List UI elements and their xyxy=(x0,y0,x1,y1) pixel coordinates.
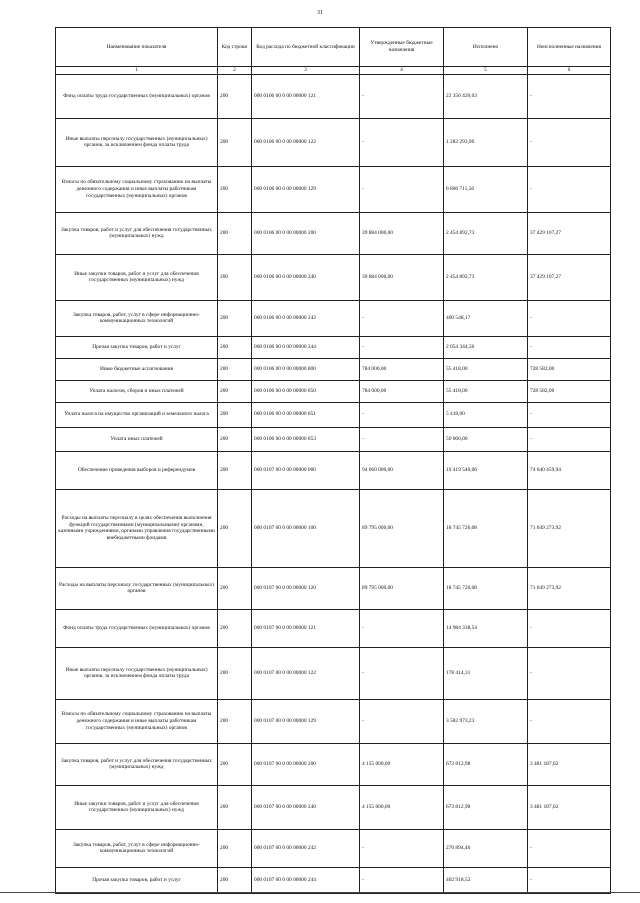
row-approved-cell: 39 884 000,00 xyxy=(360,254,444,300)
row-name-cell: Обеспечение проведения выборов и референдумов xyxy=(56,451,218,489)
row-kbk-cell: 000 0107 00 0 00 00000 122 xyxy=(252,647,360,699)
row-name-cell: Расходы на выплаты персоналу в целях обеспечения выполнения функций государственными (муниципальными) органами, казенными учреждениями, органами управления государственными внебюджетными фондами xyxy=(56,489,218,567)
table-row xyxy=(56,647,611,699)
row-code-cell: 200 xyxy=(218,427,252,451)
table-row xyxy=(56,451,611,489)
column-number: 6 xyxy=(528,67,611,75)
row-approved-cell: 4 155 000,00 xyxy=(360,743,444,785)
row-name-cell: Иные выплаты персоналу государственных (муниципальных) органов, за исключением фонда оплаты труда xyxy=(56,118,218,166)
row-executed-cell: 55 418,00 xyxy=(444,358,528,380)
row-code-cell: 200 xyxy=(218,699,252,743)
row-name-cell: Прочая закупка товаров, работ и услуг xyxy=(56,867,218,893)
row-executed-cell: 3 582 973,23 xyxy=(444,699,528,743)
row-unexecuted-cell: 37 429 107,27 xyxy=(528,212,611,254)
row-code-cell: 200 xyxy=(218,300,252,336)
row-name-cell: Взносы по обязательному социальному страхованию на выплаты денежного содержания и иные выплаты работникам государственных (муниципальных) органов xyxy=(56,166,218,212)
row-approved-cell: - xyxy=(360,336,444,358)
row-approved-cell: 89 795 000,00 xyxy=(360,567,444,609)
row-approved-cell: - xyxy=(360,867,444,893)
table-row xyxy=(56,118,611,166)
row-approved-cell: 94 060 000,00 xyxy=(360,451,444,489)
row-name-cell: Иные выплаты персоналу государственных (муниципальных) органов, за исключением фонда оплаты труда xyxy=(56,647,218,699)
table-row xyxy=(56,427,611,451)
row-kbk-cell: 000 0106 00 0 00 00000 242 xyxy=(252,300,360,336)
row-approved-cell: - xyxy=(360,166,444,212)
header-name: Наименование показателя xyxy=(56,28,218,67)
row-kbk-cell: 000 0106 00 0 00 00000 800 xyxy=(252,358,360,380)
column-number: 5 xyxy=(444,67,528,75)
table-row xyxy=(56,380,611,402)
row-executed-cell: 14 984 338,54 xyxy=(444,609,528,647)
budget-execution-table xyxy=(55,27,611,894)
row-executed-cell: 2 454 892,73 xyxy=(444,212,528,254)
table-row xyxy=(56,567,611,609)
column-number-row xyxy=(56,67,611,75)
row-approved-cell: - xyxy=(360,427,444,451)
row-unexecuted-cell: - xyxy=(528,166,611,212)
row-kbk-cell: 000 0106 00 0 00 00000 121 xyxy=(252,74,360,118)
row-kbk-cell: 000 0106 00 0 00 00000 240 xyxy=(252,254,360,300)
row-code-cell: 200 xyxy=(218,829,252,867)
header-code-row: Код строки xyxy=(218,28,252,67)
row-name-cell: Иные бюджетные ассигнования xyxy=(56,358,218,380)
table-row xyxy=(56,609,611,647)
row-executed-cell: 2 454 892,73 xyxy=(444,254,528,300)
column-number: 4 xyxy=(360,67,444,75)
row-kbk-cell: 000 0107 00 0 00 00000 120 xyxy=(252,567,360,609)
row-name-cell: Расходы на выплаты персоналу государственных (муниципальных) органов xyxy=(56,567,218,609)
table-row xyxy=(56,785,611,829)
row-executed-cell: 402 918,52 xyxy=(444,867,528,893)
row-approved-cell: - xyxy=(360,829,444,867)
row-code-cell: 200 xyxy=(218,336,252,358)
row-approved-cell: 39 884 000,00 xyxy=(360,212,444,254)
row-name-cell: Иные закупки товаров, работ и услуг для обеспечения государственных (муниципальных) нужд xyxy=(56,785,218,829)
row-unexecuted-cell: 37 429 107,27 xyxy=(528,254,611,300)
row-name-cell: Фонд оплаты труда государственных (муниципальных) органов xyxy=(56,609,218,647)
row-approved-cell: - xyxy=(360,699,444,743)
row-kbk-cell: 000 0107 00 0 00 00000 000 xyxy=(252,451,360,489)
row-code-cell: 200 xyxy=(218,254,252,300)
table-row xyxy=(56,74,611,118)
row-name-cell: Закупка товаров, работ, услуг в сфере информационно-коммуникационных технологий xyxy=(56,300,218,336)
row-code-cell: 200 xyxy=(218,166,252,212)
row-kbk-cell: 000 0107 00 0 00 00000 240 xyxy=(252,785,360,829)
row-kbk-cell: 000 0106 00 0 00 00000 200 xyxy=(252,212,360,254)
row-kbk-cell: 000 0107 00 0 00 00000 244 xyxy=(252,867,360,893)
row-executed-cell: 19 419 540,06 xyxy=(444,451,528,489)
row-kbk-cell: 000 0107 00 0 00 00000 200 xyxy=(252,743,360,785)
row-code-cell: 200 xyxy=(218,118,252,166)
page-bottom-divider xyxy=(0,892,640,893)
row-code-cell: 200 xyxy=(218,785,252,829)
row-name-cell: Уплата налога на имущество организаций и земельного налога xyxy=(56,402,218,427)
row-code-cell: 200 xyxy=(218,867,252,893)
column-number: 3 xyxy=(252,67,360,75)
table-row xyxy=(56,212,611,254)
row-unexecuted-cell: - xyxy=(528,699,611,743)
page-number: 31 xyxy=(317,10,323,16)
row-kbk-cell: 000 0107 00 0 00 00000 100 xyxy=(252,489,360,567)
row-kbk-cell: 000 0106 00 0 00 00000 853 xyxy=(252,427,360,451)
row-approved-cell: - xyxy=(360,74,444,118)
table-header-row xyxy=(56,28,611,67)
row-approved-cell: 89 795 000,00 xyxy=(360,489,444,567)
row-kbk-cell: 000 0106 00 0 00 00000 244 xyxy=(252,336,360,358)
row-unexecuted-cell: - xyxy=(528,336,611,358)
row-approved-cell: 784 000,00 xyxy=(360,380,444,402)
row-executed-cell: 22 356 420,03 xyxy=(444,74,528,118)
row-name-cell: Прочая закупка товаров, работ и услуг xyxy=(56,336,218,358)
row-unexecuted-cell: - xyxy=(528,867,611,893)
row-executed-cell: 270 894,46 xyxy=(444,829,528,867)
row-approved-cell: - xyxy=(360,300,444,336)
row-unexecuted-cell: 3 481 187,02 xyxy=(528,785,611,829)
row-name-cell: Взносы по обязательному социальному страхованию на выплаты денежного содержания и иные выплаты работникам государственных (муниципальных) органов xyxy=(56,699,218,743)
table-row xyxy=(56,336,611,358)
row-executed-cell: 178 414,31 xyxy=(444,647,528,699)
table-row xyxy=(56,867,611,893)
row-code-cell: 200 xyxy=(218,567,252,609)
row-executed-cell: 18 745 726,08 xyxy=(444,489,528,567)
row-unexecuted-cell: 71 049 273,92 xyxy=(528,567,611,609)
row-executed-cell: 18 745 726,08 xyxy=(444,567,528,609)
column-number: 1 xyxy=(56,67,218,75)
row-code-cell: 200 xyxy=(218,74,252,118)
row-unexecuted-cell: - xyxy=(528,402,611,427)
table-row xyxy=(56,166,611,212)
row-approved-cell: - xyxy=(360,118,444,166)
header-budget-code: Код расхода по бюджетной классификации xyxy=(252,28,360,67)
header-unexecuted: Неисполненные назначения xyxy=(528,28,611,67)
row-approved-cell: - xyxy=(360,647,444,699)
row-unexecuted-cell: - xyxy=(528,609,611,647)
row-unexecuted-cell: 3 481 187,02 xyxy=(528,743,611,785)
row-kbk-cell: 000 0107 00 0 00 00000 242 xyxy=(252,829,360,867)
row-unexecuted-cell: - xyxy=(528,118,611,166)
row-unexecuted-cell: 728 582,00 xyxy=(528,380,611,402)
table-row xyxy=(56,358,611,380)
header-executed: Исполнено xyxy=(444,28,528,67)
table-row xyxy=(56,699,611,743)
table-row xyxy=(56,300,611,336)
row-code-cell: 200 xyxy=(218,609,252,647)
row-unexecuted-cell: - xyxy=(528,74,611,118)
row-name-cell: Уплата налогов, сборов и иных платежей xyxy=(56,380,218,402)
row-code-cell: 200 xyxy=(218,402,252,427)
header-approved: Утвержденные бюджетные назначения xyxy=(360,28,444,67)
row-code-cell: 200 xyxy=(218,358,252,380)
table-row xyxy=(56,254,611,300)
row-unexecuted-cell: - xyxy=(528,829,611,867)
row-executed-cell: 400 548,17 xyxy=(444,300,528,336)
row-code-cell: 200 xyxy=(218,647,252,699)
row-kbk-cell: 000 0106 00 0 00 00000 850 xyxy=(252,380,360,402)
row-unexecuted-cell: 728 582,00 xyxy=(528,358,611,380)
row-code-cell: 200 xyxy=(218,451,252,489)
row-unexecuted-cell: 74 640 459,94 xyxy=(528,451,611,489)
row-kbk-cell: 000 0106 00 0 00 00000 851 xyxy=(252,402,360,427)
row-name-cell: Уплата иных платежей xyxy=(56,427,218,451)
row-name-cell: Иные закупки товаров, работ и услуг для обеспечения государственных (муниципальных) нужд xyxy=(56,254,218,300)
row-executed-cell: 1 282 293,90 xyxy=(444,118,528,166)
row-unexecuted-cell: - xyxy=(528,427,611,451)
row-name-cell: Фонд оплаты труда государственных (муниципальных) органов xyxy=(56,74,218,118)
row-approved-cell: 784 000,00 xyxy=(360,358,444,380)
row-approved-cell: 4 155 000,00 xyxy=(360,785,444,829)
row-name-cell: Закупка товаров, работ, услуг в сфере информационно-коммуникационных технологий xyxy=(56,829,218,867)
row-approved-cell: - xyxy=(360,609,444,647)
table-body xyxy=(56,74,611,893)
row-name-cell: Закупка товаров, работ и услуг для обеспечения государственных (муниципальных) нужд xyxy=(56,743,218,785)
row-executed-cell: 50 000,00 xyxy=(444,427,528,451)
column-number: 2 xyxy=(218,67,252,75)
row-executed-cell: 55 418,00 xyxy=(444,380,528,402)
row-approved-cell: - xyxy=(360,402,444,427)
row-code-cell: 200 xyxy=(218,212,252,254)
table-row xyxy=(56,402,611,427)
row-name-cell: Закупка товаров, работ и услуг для обеспечения государственных (муниципальных) нужд xyxy=(56,212,218,254)
row-kbk-cell: 000 0106 00 0 00 00000 129 xyxy=(252,166,360,212)
table-row xyxy=(56,743,611,785)
row-executed-cell: 2 054 344,56 xyxy=(444,336,528,358)
row-kbk-cell: 000 0107 00 0 00 00000 129 xyxy=(252,699,360,743)
row-kbk-cell: 000 0107 00 0 00 00000 121 xyxy=(252,609,360,647)
table-row xyxy=(56,829,611,867)
row-executed-cell: 673 812,98 xyxy=(444,743,528,785)
row-unexecuted-cell: - xyxy=(528,300,611,336)
row-executed-cell: 5 418,00 xyxy=(444,402,528,427)
row-unexecuted-cell: - xyxy=(528,647,611,699)
row-executed-cell: 6 806 711,56 xyxy=(444,166,528,212)
row-kbk-cell: 000 0106 00 0 00 00000 122 xyxy=(252,118,360,166)
row-unexecuted-cell: 71 049 273,92 xyxy=(528,489,611,567)
row-code-cell: 200 xyxy=(218,380,252,402)
row-executed-cell: 673 812,98 xyxy=(444,785,528,829)
row-code-cell: 200 xyxy=(218,489,252,567)
table-row xyxy=(56,489,611,567)
row-code-cell: 200 xyxy=(218,743,252,785)
